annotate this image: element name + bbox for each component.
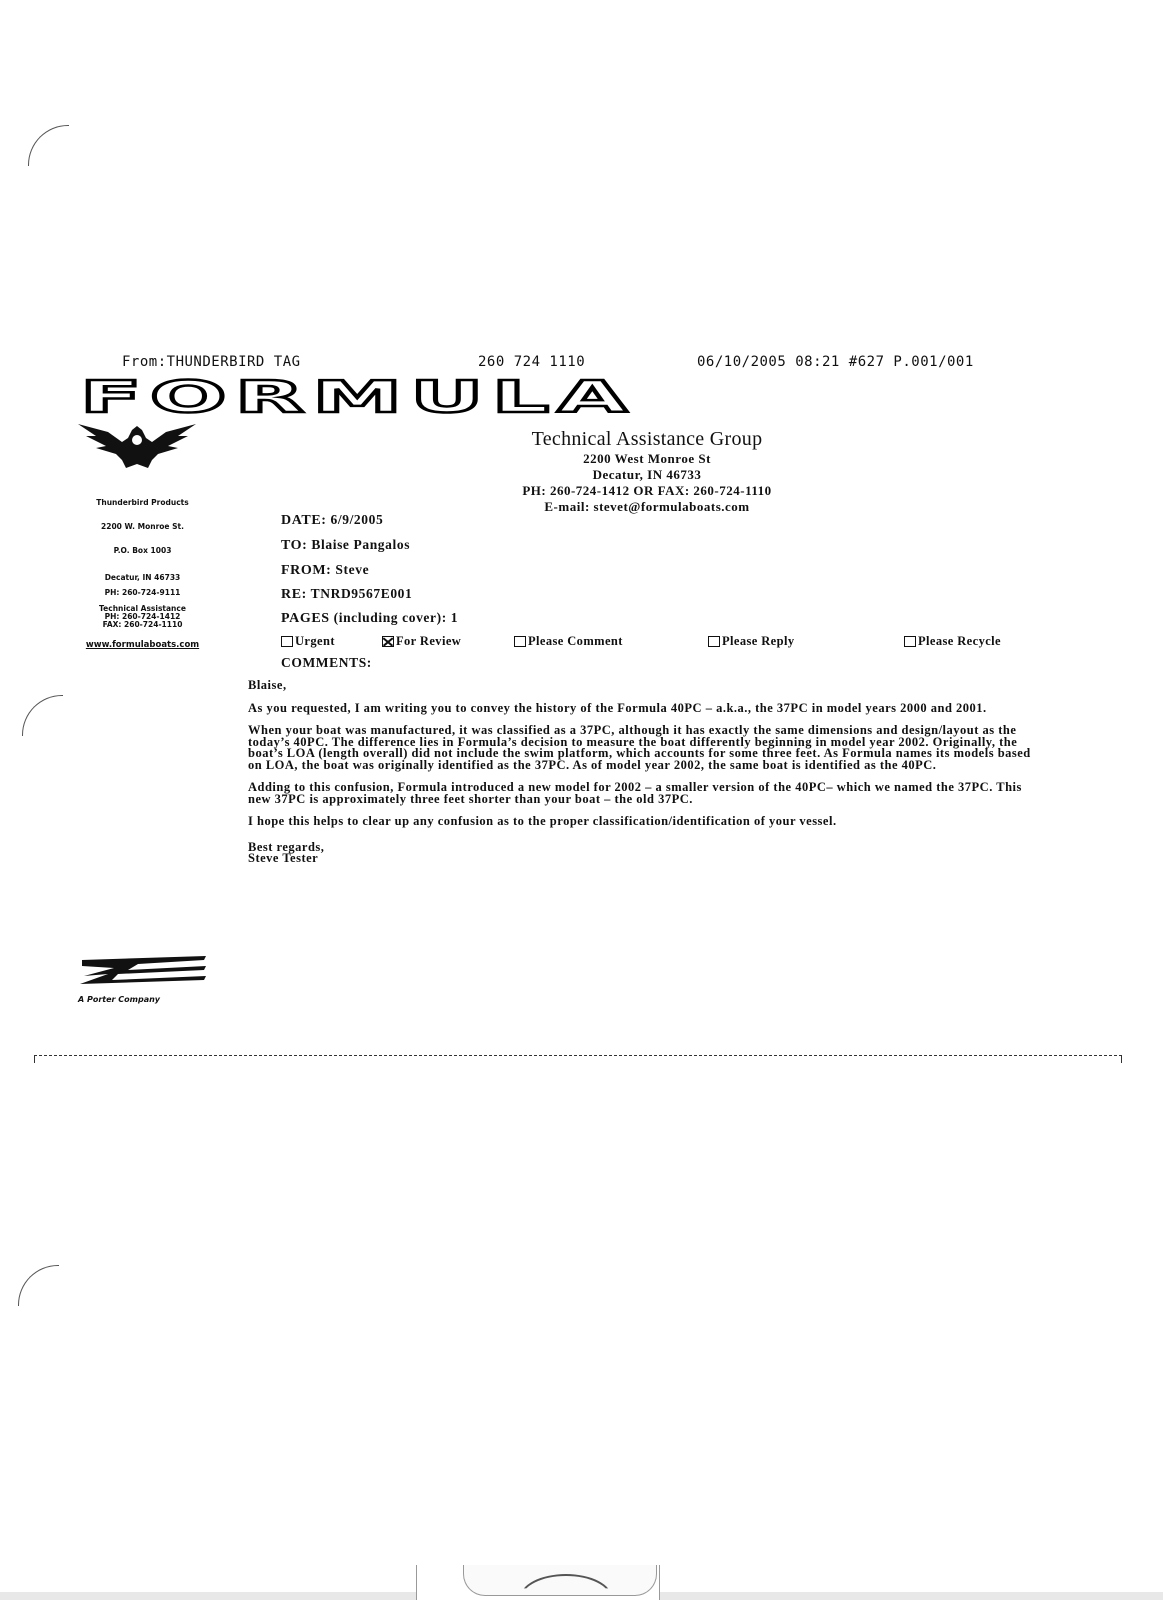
pages-field	[281, 610, 458, 627]
paragraph-1: As you requested, I am writing you to convey the history of the Formula 40PC – a.k.a., the 37PC in model years 2000 and 2001.	[248, 700, 987, 715]
closing: Best regards,	[248, 839, 325, 854]
porter-logo-icon	[78, 952, 208, 997]
sidebar-ta-fax: FAX: 260-724-1110	[102, 620, 183, 629]
pages-value: (including cover): 1	[333, 610, 459, 625]
checkbox-icon	[281, 636, 293, 647]
checkbox-label: For Review	[396, 634, 462, 648]
sidebar-company: Thunderbird Products	[96, 498, 189, 507]
porter-tagline: A Porter Company	[78, 995, 160, 1004]
to-value: Blaise Pangalos	[311, 537, 411, 552]
from-label: FROM:	[281, 563, 332, 578]
group-address-line2: Decatur, IN 46733	[592, 467, 702, 482]
to-label: TO:	[281, 538, 308, 553]
paragraph-2: When your boat was manufactured, it was classified as a 37PC, although it has exactly the same dimensions and design/layout as the today’s 40PC. The difference lies in Formula’s decision to measure the boat differently beginning in model year 2002. Originally, the boat’s LOA (length overall) did not include the swim platform, which accounts for some three feet. As Formula names its models based on LOA, the boat was originally identified as the 37PC. As of model year 2002, the same boat is identified as the 40PC.	[248, 723, 1031, 772]
page-divider-tick	[34, 1055, 35, 1063]
from-value: Steve	[335, 562, 370, 577]
binder-hole-mark	[18, 1265, 59, 1306]
checkbox-for-review[interactable]	[382, 634, 461, 649]
to-field	[281, 537, 410, 554]
re-value: TNRD9567E001	[310, 586, 413, 601]
checkbox-icon	[708, 636, 720, 647]
date-label: DATE:	[281, 513, 327, 528]
binder-hole-mark	[28, 125, 69, 166]
re-label: RE:	[281, 587, 307, 602]
checkbox-please-recycle[interactable]	[904, 634, 1001, 649]
salutation: Blaise,	[248, 678, 287, 692]
sidebar-city: Decatur, IN 46733	[104, 573, 181, 582]
sidebar-phone: PH: 260-724-9111	[104, 588, 181, 597]
checkbox-label: Urgent	[295, 634, 335, 648]
re-field	[281, 586, 412, 603]
signature: Steve Tester	[248, 851, 319, 865]
date-field	[281, 512, 383, 529]
date-value: 6/9/2005	[330, 512, 384, 527]
group-title: Technical Assistance Group	[531, 428, 763, 450]
checkbox-label: Please Recycle	[918, 634, 1001, 648]
checkbox-please-reply[interactable]	[708, 634, 795, 649]
binder-hole-mark	[22, 695, 63, 736]
checkbox-icon	[514, 636, 526, 647]
formula-logo: FORMULA	[80, 372, 636, 423]
sidebar-pobox: P.O. Box 1003	[113, 546, 172, 555]
fax-sender: From:THUNDERBIRD TAG	[122, 354, 301, 370]
checkbox-icon	[904, 636, 916, 647]
pages-label: PAGES	[281, 611, 330, 626]
sidebar-ta-label: Technical Assistance	[99, 604, 186, 613]
checkbox-label: Please Comment	[528, 634, 623, 648]
eagle-icon	[78, 420, 196, 475]
fax-stamp: 06/10/2005 08:21 #627 P.001/001	[697, 354, 974, 370]
group-address-line1: 2200 West Monroe St	[583, 451, 711, 466]
from-field	[281, 562, 369, 579]
page-divider-tick	[1121, 1055, 1122, 1063]
checkbox-please-comment[interactable]	[514, 634, 623, 649]
checked-box-icon	[382, 636, 394, 647]
group-phone-fax: PH: 260-724-1412 OR FAX: 260-724-1110	[522, 483, 772, 498]
comments-label: COMMENTS:	[281, 655, 372, 670]
checkbox-label: Please Reply	[722, 634, 795, 648]
sidebar-website[interactable]: www.formulaboats.com	[85, 640, 200, 650]
sidebar-street: 2200 W. Monroe St.	[101, 522, 184, 531]
letter-body	[248, 680, 1038, 865]
sidebar-ta-phone: PH: 260-724-1412	[104, 612, 181, 621]
page-divider	[34, 1055, 1122, 1056]
fax-phone: 260 724 1110	[478, 354, 586, 370]
paragraph-4: I hope this helps to clear up any confusion as to the proper classification/identification of your vessel.	[248, 814, 837, 828]
group-email: E-mail: stevet@formulaboats.com	[544, 499, 750, 514]
checkbox-urgent[interactable]	[281, 634, 335, 649]
paragraph-3: Adding to this confusion, Formula introduced a new model for 2002 – a smaller version of the 40PC– which we named the 37PC. This new 37PC is approximately three feet shorter than your boat – the old 37PC.	[248, 780, 1022, 806]
